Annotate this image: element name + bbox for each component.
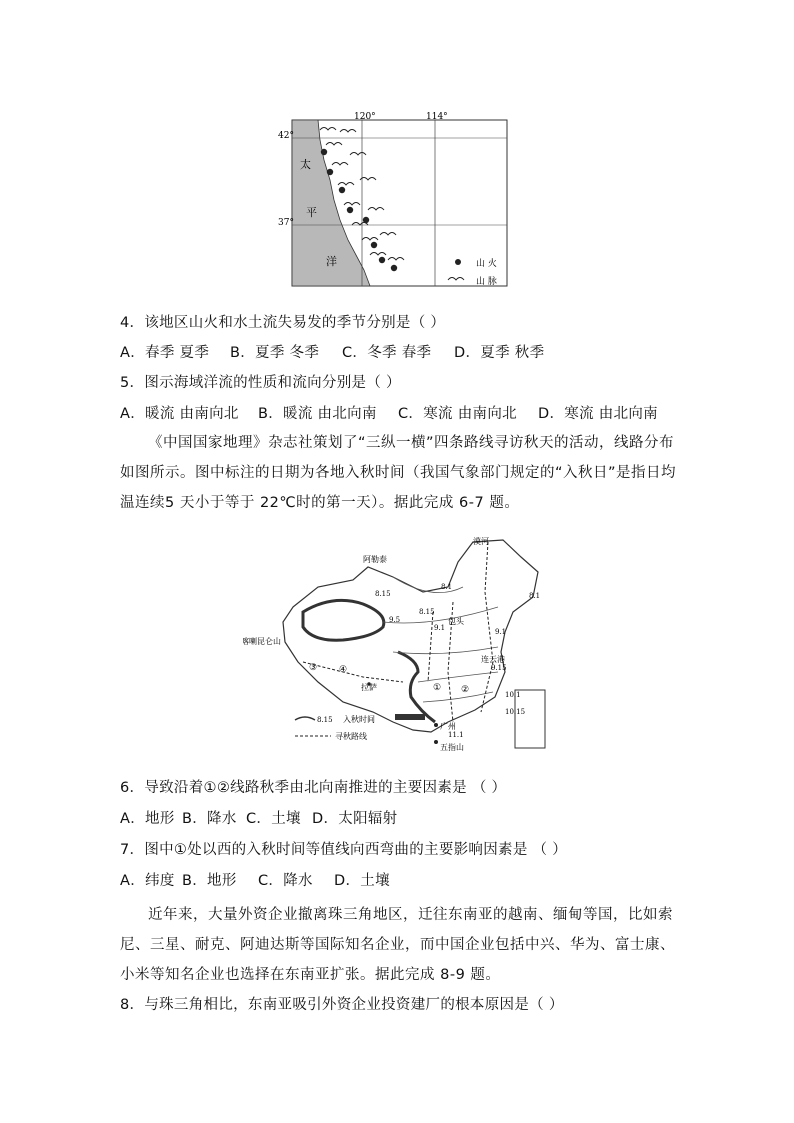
date-label: 9.1 — [495, 628, 507, 636]
legend-isoline-label: 入秋时间 — [343, 715, 375, 724]
place-baotou: 包头 — [448, 617, 464, 626]
lon-label-114: 114° — [426, 112, 448, 122]
q5-option-c: C．寒流 由南向北 — [398, 406, 517, 422]
q4-option-a: A．春季 夏季 — [120, 345, 210, 361]
place-wuzhishan: 五指山 — [440, 743, 464, 752]
legend-fire-icon — [455, 259, 461, 265]
place-lianyungang: 连云港 — [481, 655, 505, 664]
date-label: 10.15 — [505, 708, 526, 716]
q6-option-d: D．太阳辐射 — [312, 811, 398, 827]
date-label: 11.1 — [448, 731, 464, 739]
route-number: ② — [461, 685, 470, 695]
route-number: ③ — [309, 663, 318, 673]
date-label: 8.15 — [419, 608, 435, 616]
q4-option-b: B．夏季 冬季 — [230, 345, 320, 361]
lon-label-120: 120° — [354, 112, 376, 122]
q5-option-d: D．寒流 由北向南 — [538, 406, 658, 422]
legend-isoline-sample: 8.15 — [317, 716, 333, 724]
q6-option-b: B．降水 — [182, 811, 237, 827]
passage-autumn — [120, 428, 680, 518]
figure-china-map — [243, 532, 553, 767]
route-number: ④ — [339, 665, 348, 675]
question-4-stem: 4．该地区山火和水土流失易发的季节分别是（ ） — [120, 315, 446, 331]
legend-fire-label: 山 火 — [476, 259, 497, 269]
legend-mountain-label: 山 脉 — [476, 277, 497, 287]
question-4-options — [120, 343, 544, 363]
q6-option-c: C．土壤 — [246, 811, 301, 827]
date-label: 9.5 — [389, 616, 401, 624]
ocean-char-3: 洋 — [326, 255, 337, 268]
ocean-char-2: 平 — [306, 206, 317, 219]
route-number: ① — [433, 683, 442, 693]
place-mohe: 漠河 — [473, 537, 489, 546]
passage-investment — [120, 900, 680, 990]
place-altay: 阿勒泰 — [363, 555, 387, 564]
q7-option-d: D．土壤 — [334, 873, 390, 889]
q5-option-a: A．暖流 由南向北 — [120, 406, 239, 422]
date-label: 10.1 — [505, 691, 521, 699]
legend-route-label: 寻秋路线 — [335, 732, 367, 741]
q4-option-c: C．冬季 春季 — [342, 345, 432, 361]
q7-option-a: A．纬度 — [120, 873, 175, 889]
figure-coast-map — [270, 110, 530, 290]
ocean-char-1: 太 — [300, 158, 311, 171]
question-5-options — [120, 404, 658, 424]
date-label: 8.1 — [529, 592, 541, 600]
lat-label-42: 42° — [278, 131, 294, 141]
question-5-stem: 5．图示海域洋流的性质和流向分别是（ ） — [120, 375, 401, 391]
date-label: 9.1 — [434, 624, 446, 632]
place-karakoram: 喀喇昆仑山 — [243, 637, 281, 646]
date-label: 9.15 — [491, 664, 507, 672]
legend-isoline-icon — [295, 717, 315, 720]
place-lhasa: 拉萨 — [361, 683, 377, 692]
question-7-options — [120, 871, 390, 891]
q7-option-c: C．降水 — [258, 873, 313, 889]
date-label: 8.15 — [375, 590, 391, 598]
question-6-options — [120, 809, 397, 829]
passage-autumn-text: 《中国国家地理》杂志社策划了“三纵一横”四条路线寻访秋天的活动，线路分布如图所示。图中标注的日期为各地入秋时间（我国气象部门规定的“入秋日”是指日均温连续5 天小于等于 22℃时的第一天）。据此完成 6-7 题。 — [120, 435, 677, 511]
q4-option-d: D．夏季 秋季 — [454, 345, 545, 361]
date-label: 8.1 — [441, 583, 453, 591]
place-guangzhou: 广州 — [440, 722, 456, 731]
passage-investment-text: 近年来，大量外资企业撤离珠三角地区，迁往东南亚的越南、缅甸等国，比如索尼、三星、耐克、阿迪达斯等国际知名企业，而中国企业包括中兴、华为、富士康、小米等知名企业也选择在东南亚扩张。据此完成 8-9 题。 — [120, 907, 675, 983]
lat-label-37: 37° — [278, 218, 294, 228]
q5-option-b: B．暖流 由北向南 — [258, 406, 377, 422]
q6-option-a: A．地形 — [120, 811, 175, 827]
q7-option-b: B．地形 — [182, 873, 237, 889]
question-6-stem: 6．导致沿着①②线路秋季由北向南推进的主要因素是 （ ） — [120, 780, 507, 796]
question-7-stem: 7．图中①处以西的入秋时间等值线向西弯曲的主要影响因素是 （ ） — [120, 842, 568, 858]
question-8-stem: 8．与珠三角相比，东南亚吸引外资企业投资建厂的根本原因是（ ） — [120, 997, 564, 1013]
